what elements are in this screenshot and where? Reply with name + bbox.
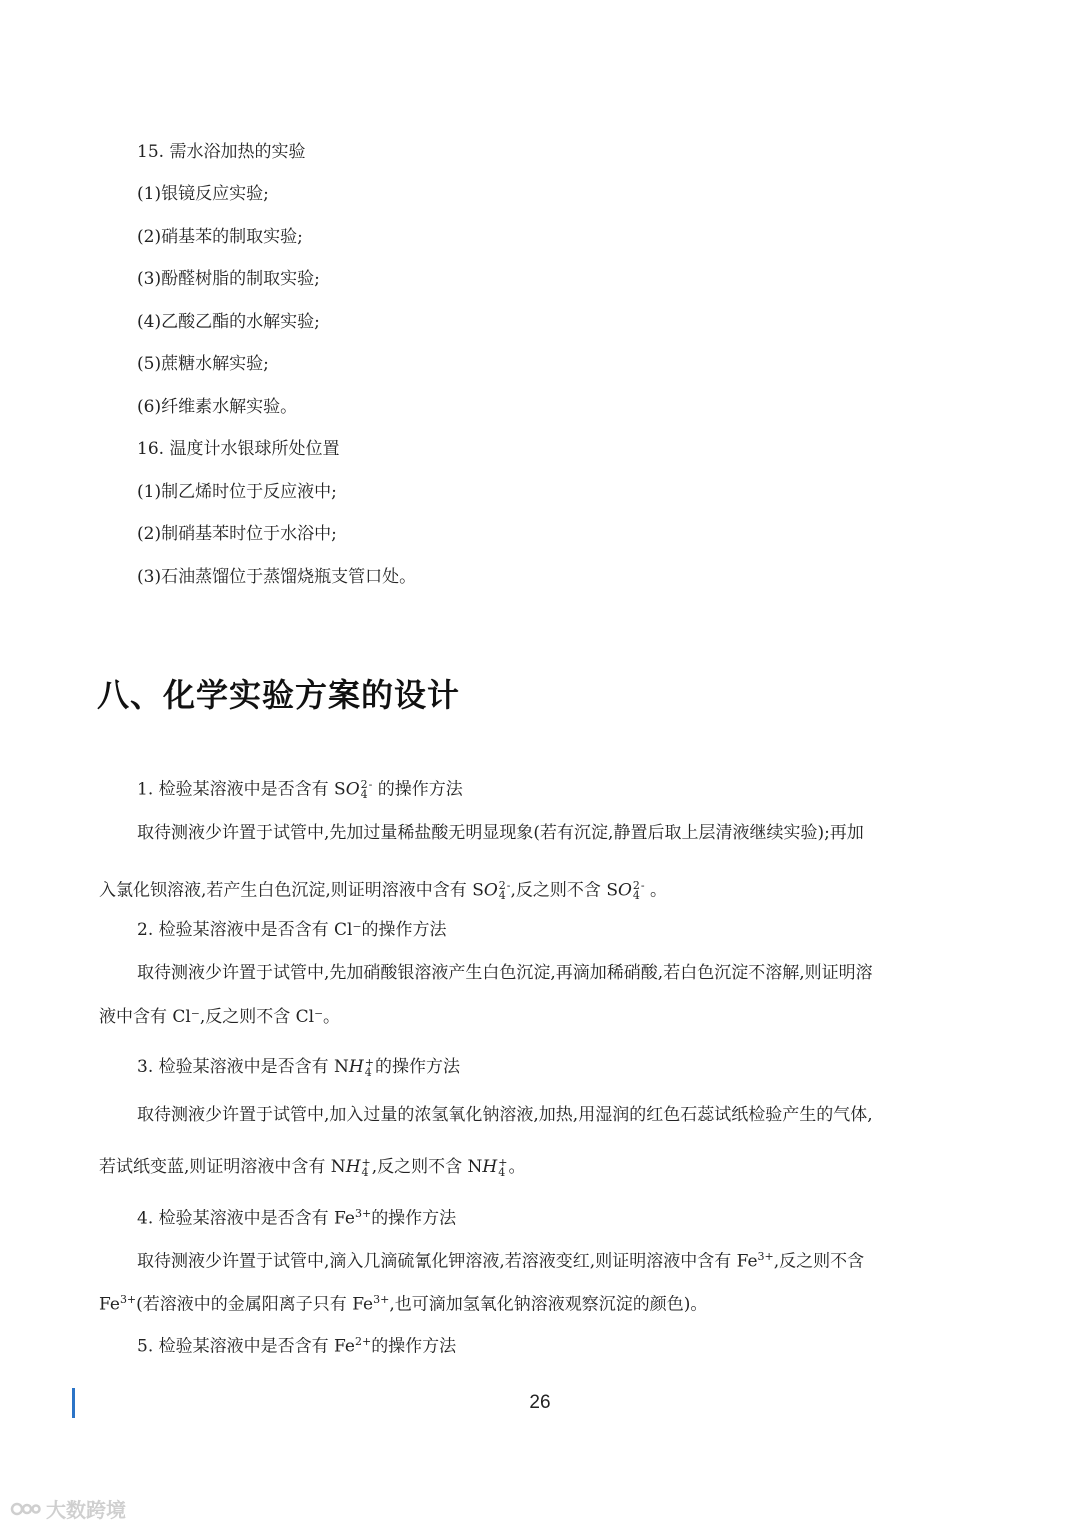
watermark xyxy=(10,1494,126,1523)
page-number: 26 xyxy=(529,1392,551,1413)
q2-body-line-2: 液中含有 Cl⁻,反之则不含 Cl⁻。 xyxy=(99,1007,341,1027)
q1-body-line-1: 取待测液少许置于试管中,先加过量稀盐酸无明显现象(若有沉淀,静置后取上层清液继续实验);再加 xyxy=(137,823,864,843)
q1-title: 1. 检验某溶液中是否含有 SO 2 4 - 的操作方法 xyxy=(137,778,463,802)
watermark-logo-icon xyxy=(10,1498,42,1520)
list-item: (1)制乙烯时位于反应液中; xyxy=(137,482,337,502)
list-item: (2)制硝基苯时位于水浴中; xyxy=(137,524,337,544)
list-item: (2)硝基苯的制取实验; xyxy=(137,227,303,247)
list-item: (5)蔗糖水解实验; xyxy=(137,354,269,374)
item-16-title: 16. 温度计水银球所处位置 xyxy=(137,439,340,459)
q2-body-line-1: 取待测液少许置于试管中,先加硝酸银溶液产生白色沉淀,再滴加稀硝酸,若白色沉淀不溶解,则证明溶 xyxy=(137,963,873,983)
list-item: (3)酚醛树脂的制取实验; xyxy=(137,269,320,289)
q5-title: 5. 检验某溶液中是否含有 $Fe^{2+}$的操作方法 xyxy=(137,1335,457,1357)
list-item: (6)纤维素水解实验。 xyxy=(137,397,298,417)
q3-body-line-2: 若试纸变蓝,则证明溶液中含有 NH + 4 ,反之则不含 NH + 4 。 xyxy=(99,1155,526,1179)
watermark-text: 大数跨境 xyxy=(46,1498,126,1522)
q2-title: 2. 检验某溶液中是否含有 Cl⁻的操作方法 xyxy=(137,920,447,940)
list-item: (3)石油蒸馏位于蒸馏烧瓶支管口处。 xyxy=(137,567,417,587)
section-heading: 八、化学实验方案的设计 xyxy=(97,676,461,714)
item-15-title: 15. 需水浴加热的实验 xyxy=(137,142,306,162)
q3-title: 3. 检验某溶液中是否含有 NH + 4 的操作方法 xyxy=(137,1055,460,1079)
q4-body-line-1: 取待测液少许置于试管中,滴入几滴硫氰化钾溶液,若溶液变红,则证明溶液中含有 $Fe^{3+}$,反之则不含 xyxy=(137,1250,865,1272)
q4-body-line-2: $Fe^{3+}$(若溶液中的金属阳离子只有 $Fe^{3+}$,也可滴加氢氧化钠溶液观察沉淀的颜色)。 xyxy=(99,1293,708,1315)
q4-title: 4. 检验某溶液中是否含有 $Fe^{3+}$的操作方法 xyxy=(137,1207,457,1229)
q1-body-line-2: 入氯化钡溶液,若产生白色沉淀,则证明溶液中含有 SO 2 4 -,反之则不含 SO 2 4 - 。 xyxy=(99,879,668,903)
list-item: (1)银镜反应实验; xyxy=(137,184,269,204)
list-item: (4)乙酸乙酯的水解实验; xyxy=(137,312,320,332)
q3-body-line-1: 取待测液少许置于试管中,加入过量的浓氢氧化钠溶液,加热,用湿润的红色石蕊试纸检验产生的气体, xyxy=(137,1105,873,1125)
